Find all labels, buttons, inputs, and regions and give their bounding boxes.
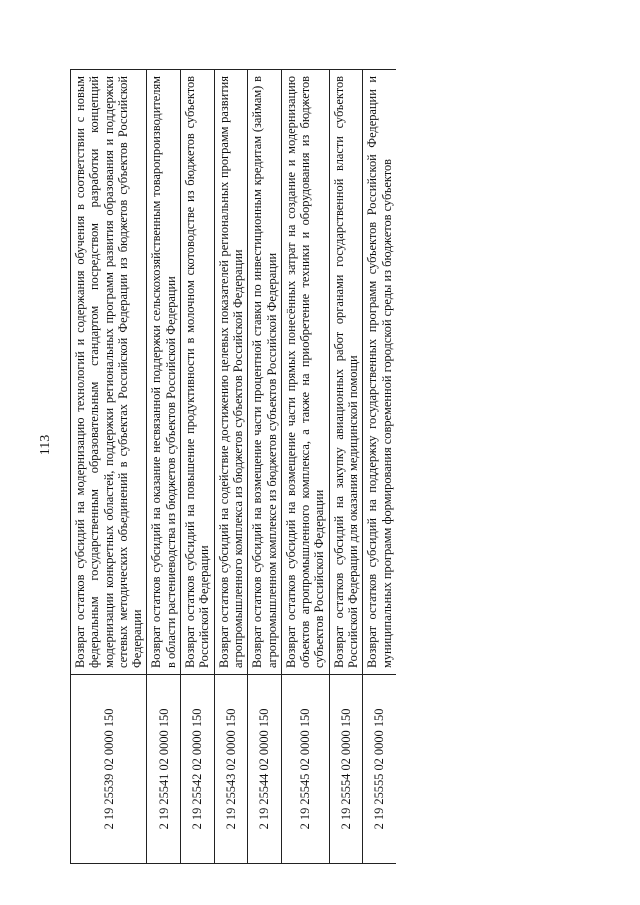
budget-code: 2 19 25545 02 0000 150 [281, 675, 329, 864]
budget-code: 2 19 25541 02 0000 150 [147, 675, 181, 864]
code-description: Возврат остатков субсидий на содействие достижению целевых показателей региональных программ развития агропромышленного комплекса из бюджетов субъектов Российской Федерации [214, 70, 248, 675]
budget-code: 2 19 25554 02 0000 150 [329, 675, 363, 864]
code-description: Возврат остатков субсидий на повышение продуктивности в молочном скотоводстве из бюджетов субъектов Российской Федерации [181, 70, 215, 675]
table-row [181, 70, 215, 864]
code-description: Возврат остатков субсидий на модернизацию технологий и содержания обучения в соответствии с новым федеральным государственным образовательным стандартом посредством разработки концепций модернизации конкретных областей, поддержки региональных программ развития образования и поддержки сетевых методических объединений в субъектах Российской Федерации из бюджетов субъектов Российской Федерации [71, 70, 147, 675]
code-description: Возврат остатков субсидий на поддержку государственных программ субъектов Российской Федерации и муниципальных программ формирования современной городской среды из бюджетов субъектов [363, 70, 396, 675]
code-description: Возврат остатков субсидий на оказание несвязанной поддержки сельскохозяйственным товаропроизводителям в области растениеводства из бюджетов субъектов Российской Федерации [147, 70, 181, 675]
budget-code: 2 19 25539 02 0000 150 [71, 675, 147, 864]
code-description: Возврат остатков субсидий на возмещение части процентной ставки по инвестиционным кредитам (займам) в агропромышленном комплексе из бюджетов субъектов Российской Федерации [248, 70, 282, 675]
table-row [248, 70, 282, 864]
table-row [71, 70, 147, 864]
table-row [329, 70, 363, 864]
budget-code: 2 19 25544 02 0000 150 [248, 675, 282, 864]
table-row [281, 70, 329, 864]
table-row [363, 70, 396, 864]
budget-codes-table [70, 69, 396, 864]
budget-code: 2 19 25542 02 0000 150 [181, 675, 215, 864]
page-number: 113 [38, 434, 53, 456]
code-description: Возврат остатков субсидий на возмещение части прямых понесённых затрат на создание и модернизацию объектов агропромышленного комплекса, а также на приобретение техники и оборудования из бюджетов субъектов Российской Федерации [281, 70, 329, 675]
table-row [214, 70, 248, 864]
table-row [147, 70, 181, 864]
budget-code: 2 19 25555 02 0000 150 [363, 675, 396, 864]
code-description: Возврат остатков субсидий на закупку авиационных работ органами государственной власти субъектов Российской Федерации для оказания медицинской помощи [329, 70, 363, 675]
budget-code: 2 19 25543 02 0000 150 [214, 675, 248, 864]
